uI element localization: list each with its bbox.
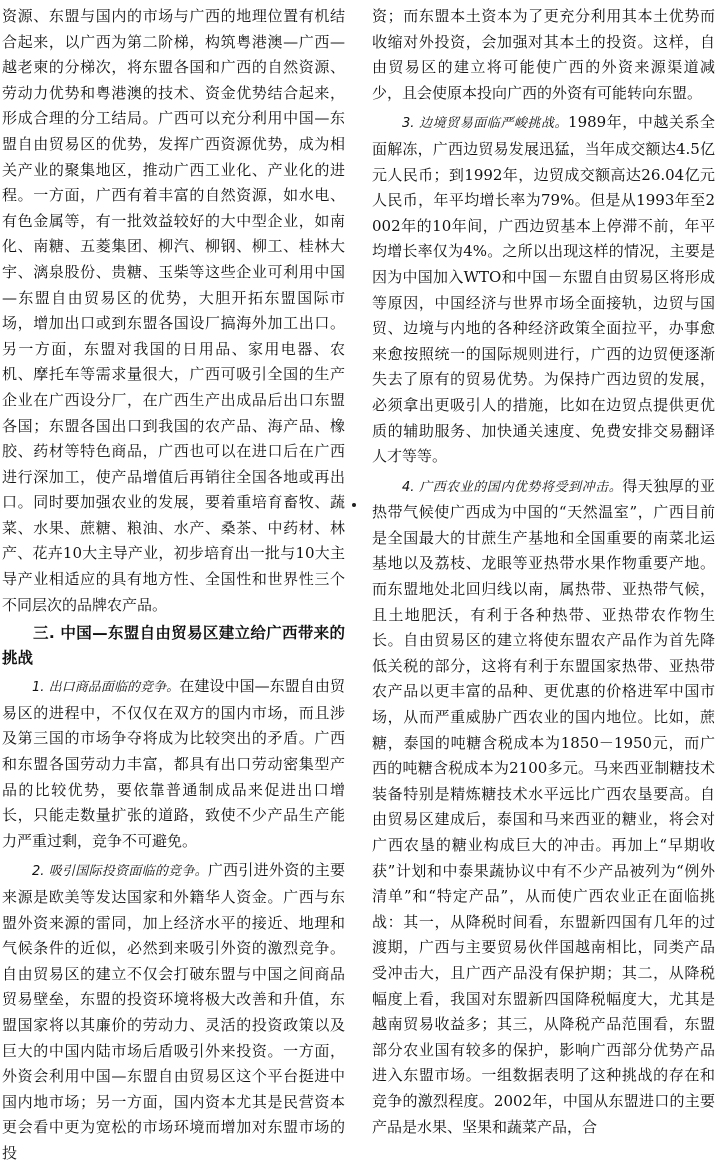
text-agriculture: 得天独厚的亚热带气候使广西成为中国的“天然温室”，广西目前是全国最大的甘蔗生产基地和全国重要的南菜北运基地以及荔枝、龙眼等亚热带水果作物重要产地。而东盟地处北回归线以南，属热带、亚热带气候，且土地肥沃，有利于各种热带、亚热带农作物生长。自由贸易区的建立将使东盟农产品作为首先降低关税的部分，这将有利于东盟国家热带、亚热带农产品以更丰富的品种、更优惠的价格进军中国市场，从而严重威胁广西农业的国内地位。比如，蔗糖，泰国的吨糖含税成本为1850－1950元，而广西的吨糖含税成本为2100多元。马来西亚制糖技术装备特别是精炼糖技术水平远比广西农垦要高。自由贸易区建成后，泰国和马来西亚的糖业，将会对广西农垦的糖业构成巨大的冲击。再加上“早期收获”计划和中泰果蔬协议中有不少产品被列为“例外清单”和“特定产品”，从而使广西农业正在面临挑战：其一，从降税时间看，东盟新四国有几年的过渡期，广西与主要贸易伙伴国越南相比，同类产品受冲击大，且广西产品没有保护期；其二，从降税幅度上看，我国对东盟新四国降税幅度大，尤其是越南贸易收益多；其三，从降税产品范围看，东盟部分农业国有较多的保护，影响广西部分优势产品进入东盟市场。一组数据表明了这种挑战的存在和竞争的激烈程度。2002年，中国从东盟进口的主要产品是水果、坚果和蔬菜产品，合	[372, 476, 715, 1136]
subheading-border-trade: 3. 边境贸易面临严峻挑战。	[402, 116, 569, 132]
paragraph-investment-continued: 资；而东盟本土资本为了更充分利用其本土优势而收缩对外投资，会加强对其本土的投资。这样，自由贸易区的建立将可能使广西的外资来源渠道减少，且会使原本投向广西的外资有可能转向东盟。	[372, 7, 715, 102]
text-investment-competition: 广西引进外资的主要来源是欧美等发达国家和外籍华人资金。广西与东盟外资来源的雷同，加上经济水平的接近、地理和气候条件的近似，必然到来吸引外资的激烈竞争。自由贸易区的建立不仅会打破东盟与中国之间商品贸易壁垒，东盟的投资环境将极大改善和升值，东盟国家将以其廉价的劳动力、灵活的投资政策以及巨大的中国内陆市场后盾吸引外来投资。一方面，外资会利用中国—东盟自由贸易区这个平台挺进中国内地市场；另一方面，国内资本尤其是民营资本更会看中更为宽松的市场环境而增加对东盟市场的投	[2, 861, 345, 1162]
subheading-agriculture: 4. 广西农业的国内优势将受到冲击。	[402, 479, 623, 495]
subheading-export-competition: 1. 出口商品面临的竞争。	[32, 680, 180, 696]
section-heading-challenges: 三. 中国—东盟自由贸易区建立给广西带来的挑战	[2, 624, 345, 668]
text-export-competition: 在建设中国—东盟自由贸易区的进程中，不仅仅在双方的国内市场，而且涉及第三国的市场争夺将成为比较突出的矛盾。广西和东盟各国劳动力丰富，都具有出口劳动密集型产品的比较优势，要依靠普通制成品来促进出口增长，只能走数量扩张的道路，致使不少产品生产能力严重过剩，竞争不可避免。	[2, 677, 345, 850]
paragraph-export-competition	[2, 674, 345, 854]
text-border-trade: 1989年，中越关系全面解冻，广西边贸易发展迅猛，当年成交额达4.5亿元人民币；到1992年，边贸成交额高达26.04亿元人民币，年平均增长率为79%。但是从1993年至2002年的10年间，广西边贸基本上停滞不前，年平均增长率仅为4%。之所以出现这样的情况，主要是因为中国加入WTO和中国－东盟自由贸易区将形成等原因，中国经济与世界市场全面接轨，边贸与国贸、边境与内地的各种经济政策全面拉平，办事愈来愈按照统一的国际规则进行，广西的边贸便逐渐失去了原有的贸易优势。为保持广西边贸的发展，必须拿出更吸引人的措施，比如在边贸点提供更优质的辅助服务、加快通关速度、免费安排交易翻译人才等等。	[372, 113, 715, 466]
paragraph-resources: 资源、东盟与国内的市场与广西的地理位置有机结合起来，以广西为第二阶梯，构筑粤港澳—广西—越老柬的分梯次，将东盟各国和广西的自然资源、劳动力优势和粤港澳的技术、资金优势结合起来，形成合理的分工结局。广西可以充分利用中国—东盟自由贸易区的优势，发挥广西资源优势，成为相关产业的聚集地区，推动广西工业化、产业化的进程。一方面，广西有着丰富的自然资源，如水电、有色金属等，有一批效益较好的大中型企业，如南化、南糖、五菱集团、柳汽、柳钢、柳工、桂林大宇、漓泉股份、贵糖、玉柴等这些企业可利用中国—东盟自由贸易区的优势，大胆开拓东盟国际市场，增加出口或到东盟各国设厂搞海外加工出口。另一方面，东盟对我国的日用品、家用电器、农机、摩托车等需求量很大，广西可吸引全国的生产企业在广西设分厂，在广西生产出成品后出口东盟各国；东盟各国出口到我国的农产品、海产品、橡胶、药材等特色商品，广西也可以在进口后在广西进行深加工，使产品增值后再销往全国各地或再出口。同时要加强农业的发展，要着重培育畜牧、蔬菜、水果、蔗糖、粮油、水产、桑茶、中药材、林产、花卉10大主导产业，初步培育出一批与10大主导产业相适应的具有地方性、全国性和世界性三个不同层次的品牌农产品。	[2, 7, 345, 614]
paragraph-agriculture	[372, 474, 715, 1140]
paragraph-investment-competition	[2, 858, 345, 1166]
paragraph-border-trade	[372, 110, 715, 469]
separator-dot	[352, 503, 356, 507]
right-column	[372, 4, 715, 1140]
subheading-investment-competition: 2. 吸引国际投资面临的竞争。	[32, 864, 208, 880]
left-column	[2, 4, 345, 1167]
